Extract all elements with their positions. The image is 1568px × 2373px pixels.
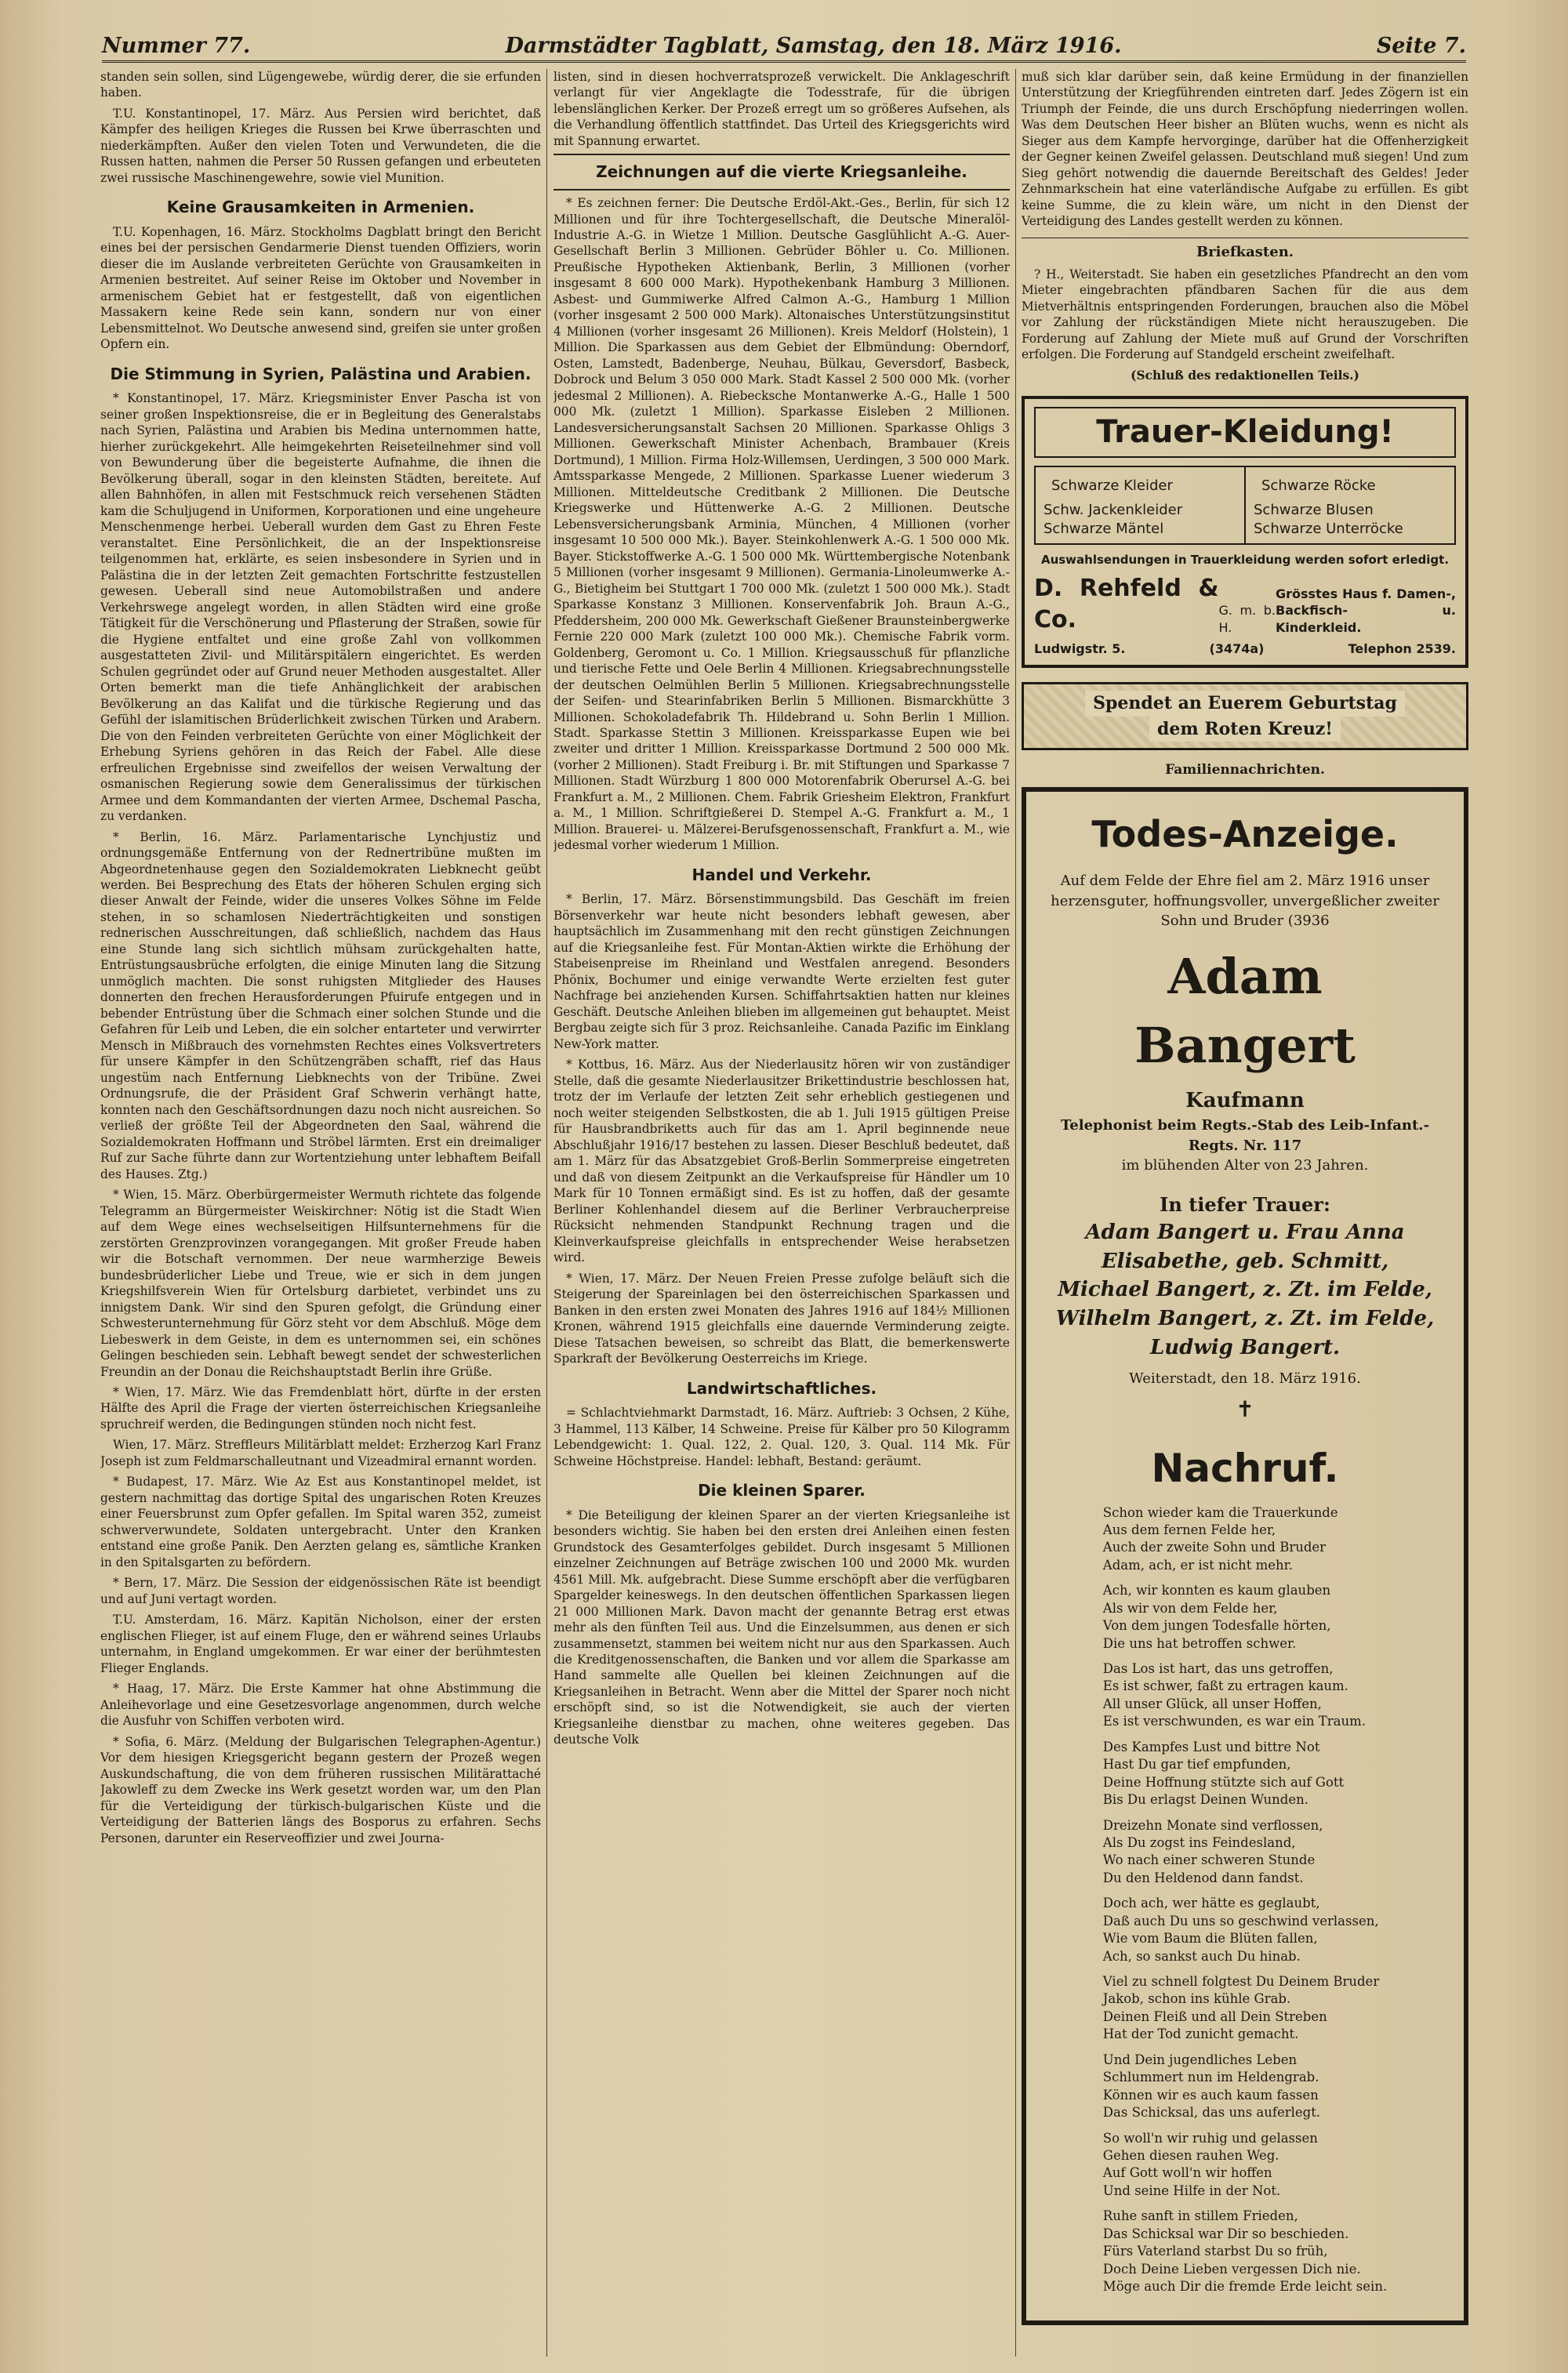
poem-stanza: Dreizehn Monate sind verflossen, Als Du zogst ins Feindesland, Wo nach einer schweren Stunde Du den Heldenod dann fandst.	[1102, 1817, 1323, 1885]
deceased-occupation: Kaufmann	[1185, 1089, 1305, 1113]
article-text: T.U. Konstantinopel, 17. März. Aus Persien wird berichtet, daß Kämpfer des heiligen Krieges die Russen bei Krwe überraschten und niederkämpften. Außer den vielen Toten und Verwundeten, die die Russen hatten, nahmen die Perser 50 Russen gefangen und erbeuteten zwei russische Maschinengewehre, sowie viel Munition.	[100, 106, 541, 185]
mourner: Elisabethe, geb. Schmitt,	[1101, 1249, 1389, 1273]
article-heading: Handel und Verkehr.	[691, 865, 872, 884]
poem-stanza: So woll'n wir ruhig und gelassen Gehen diesen rauhen Weg. Auf Gott woll'n wir hoffen Und seine Hilfe in der Not.	[1102, 2130, 1318, 2198]
poem-stanza: Das Los ist hart, das uns getroffen, Es ist schwer, faßt zu ertragen kaum. All unser Glück, all unser Hoffen, Es ist verschwunden, es war ein Traum.	[1102, 1661, 1367, 1729]
ad-product: Schwarze Röcke	[1261, 477, 1376, 495]
article-text: * Sofia, 6. März. (Meldung der Bulgarischen Telegraphen-Agentur.) Vor dem hiesigen Kriegsgericht begann gestern der Prozeß wegen Auskundschaftung, die von dem früheren russischen Militärattaché Jakowleff zu dem Zwecke ins Werk gesetzt worden war, um den Plan für die Verteidigung der türkisch-bulgarischen Küste und die Verteidigung der Batterien längs des Bosporus zu erfahren. Sechs Personen, darunter ein Reserveoffizier und zwei Journa-	[100, 1734, 541, 1845]
death-notice-title: Todes-Anzeige.	[1091, 813, 1399, 856]
deceased-name: Adam Bangert	[1134, 947, 1356, 1075]
ad-code: (3474a)	[1209, 640, 1265, 656]
ad-product-list-left	[1036, 467, 1244, 543]
column-rule	[546, 69, 547, 2357]
issue-number: Nummer 77.	[102, 34, 251, 58]
cross-icon: ✝	[1236, 1395, 1254, 1422]
article-text: * Budapest, 17. März. Wie Az Est aus Konstantinopel meldet, ist gestern nachmittag das dortige Spital des ungarischen Roten Kreuzes einer Feuersbrunst zum Opfer gefallen. Im Spital waren 352, zumeist schwerverwundete, Soldaten untergebracht. Unter den Kranken entstand eine große Panik. Den Aerzten gelang es, sämtliche Kranken in den Spitalsgarten zu befördern.	[100, 1475, 541, 1569]
family-notices-heading: Familiennachrichten.	[1165, 762, 1325, 778]
appeal-line: dem Roten Kreuz!	[1149, 717, 1341, 742]
poem-stanza: Ruhe sanft in stillem Frieden, Das Schicksal war Dir so beschieden. Fürs Vaterland starbst Du so früh, Doch Deine Lieben vergessen Dich nie. Möge auch Dir die fremde Erde leicht sein.	[1102, 2208, 1388, 2294]
column-2	[554, 69, 1010, 2358]
ad-firm-row	[1034, 573, 1456, 636]
article-text: * Wien, 17. März. Der Neuen Freien Presse zufolge beläuft sich die Steigerung der Spareinlagen bei den österreichischen Sparkassen und Banken in den ersten zwei Monaten des Jahres 1916 auf 184½ Millionen Kronen, während 1915 gleichfalls eine dauernde Verminderung zeigte. Diese Tatsachen beweisen, so schreibt das Blatt, die bemerkenswerte Sparkraft der Bevölkerung Oesterreichs im Kriege.	[554, 1271, 1010, 1366]
poem-stanza: Viel zu schnell folgtest Du Deinem Bruder Jakob, schon ins kühle Grab. Deinen Fleiß und all Dein Streben Hat der Tod zunicht gemacht.	[1102, 1974, 1380, 2042]
article-heading: Die Stimmung in Syrien, Palästina und Arabien.	[110, 364, 532, 383]
article-heading: Zeichnungen auf die vierte Kriegsanleihe.	[596, 162, 967, 182]
mourner: Ludwig Bangert.	[1149, 1336, 1341, 1360]
article-text: * Haag, 17. März. Die Erste Kammer hat ohne Abstimmung die Anleihevorlage und eine Gesetzesvorlage angenommen, durch welche die Ausfuhr von Schiffen verboten wird.	[100, 1682, 541, 1729]
article-text: standen sein sollen, sind Lügengewebe, würdig derer, die sie erfunden haben.	[100, 70, 541, 100]
column-rule	[1015, 69, 1016, 2357]
mourner: Wilhelm Bangert, z. Zt. im Felde,	[1055, 1307, 1435, 1331]
section-heading: Briefkasten.	[1022, 238, 1468, 262]
poem-stanza: Schon wieder kam die Trauerkunde Aus dem fernen Felde her, Auch der zweite Sohn und Bruder Adam, ach, er ist nicht mehr.	[1102, 1504, 1338, 1573]
article-heading: Die kleinen Sparer.	[698, 1481, 866, 1500]
article-text: * Berlin, 17. März. Börsenstimmungsbild. Das Geschäft im freien Börsenverkehr war heute nicht besonders lebhaft gewesen, aber hauptsächlich im Zusammenhang mit den recht günstigen Zeichnungen auf die Kriegsanleihe fest. Für Montan-Aktien wirkte die Erhöhung der Stabeisenpreise im Rheinland und Westfalen anregend. Besonders Phönix, Bochumer und einige verwandte Werte erzielten fest guter Nachfrage bei anziehenden Kursen. Schiffahrtsaktien hatten nur kleines Geschäft. Deutsche Anleihen blieben im allgemeinen gut behauptet. Meist Bergbau zeigte sich für 3 proz. Reichsanleihe. Canada Pazific im Einklang New-York matter.	[554, 892, 1010, 1051]
ad-product-grid	[1034, 466, 1456, 545]
death-notice-intro: Auf dem Felde der Ehre fiel am 2. März 1916 unser herzensguter, hoffnungsvoller, unvergeßlicher zweiter Sohn und Bruder (3936	[1051, 873, 1439, 930]
poem-stanza: Ach, wir konnten es kaum glauben Als wir von dem Felde her, Von dem jungen Todesfalle hörten, Die uns hat betroffen schwer.	[1102, 1583, 1331, 1651]
article-text: T.U. Amsterdam, 16. März. Kapitän Nicholson, einer der ersten englischen Flieger, ist auf einem Fluge, den er während seines Urlaubs unternahm, in England umgekommen. Er war einer der berühmtesten Flieger Englands.	[100, 1613, 541, 1675]
article-text: * Konstantinopel, 17. März. Kriegsminister Enver Pascha ist von seiner großen Inspektionsreise, die er in Begleitung des Generalstabs nach Syrien, Palästina und Arabien bis Medina unternommen hatte, hierher zurückgekehrt. Alle heimgekehrten Reiseteilnehmer sind voll von Bewunderung über die begeisterte Aufnahme, die ihnen die Bevölkerung überall, sogar in den kleinsten Städten, bereitete. Auf allen Bahnhöfen, in allen mit Festschmuck reich versehenen Städten kam die Schuljugend in Uniformen, Korporationen und eine ungeheure Menschenmenge herbei. Ueberall wurden dem Gast zu Ehren Feste veranstaltet. Eine Persönlichkeit, die an der Inspektionsreise teilgenommen hat, erklärte, es seien insbesondere in Syrien und in Palästina die in der letzten Zeit gemachten Fortschritte festzustellen gewesen. Ueberall sind neue Automobilstraßen und andere Verkehrswege angelegt worden, in allen Städten wird eine große Tätigkeit für die Verschönerung und Pflasterung der Straßen, sowie für die Hygiene entfaltet und eine große Zahl von vollkommen ausgestatteten Zivil- und Militärspitälern eingerichtet. Es werden Schulen gegründet oder auf Grund neuer Methoden ausgestaltet. Aller Orten bemerkt man die tiefe Anhänglichkeit der arabischen Bevölkerung an das Kalifat und die türkische Regierung und das Gefühl der islamitischen Brüderlichkeit zwischen Türken und Arabern. Die von den Feinden verbreiteten Gerüchte von einer Möglichkeit der Erhebung Syriens gehören in das Reich der Fabel. Alle diese erfreulichen Ergebnisse sind zweifellos der weisen Verwaltung der osmanischen Regierung sowie dem Generalissimus der türkischen Armee und dem Kommandanten der vierten Armee, Dschemal Pascha, zu verdanken.	[100, 391, 541, 824]
mourner: Adam Bangert u. Frau Anna	[1085, 1220, 1405, 1244]
heading-box	[554, 154, 1010, 190]
poem-stanza: Und Dein jugendliches Leben Schlummert nun im Heldengrab. Können wir es auch kaum fassen Das Schicksal, das uns auferlegt.	[1102, 2052, 1321, 2121]
poem-stanza: Des Kampfes Lust und bittre Not Hast Du gar tief empfunden, Deine Hoffnung stützte sich auf Gott Bis Du erlagst Deinen Wunden.	[1102, 1739, 1345, 1808]
ad-product: Schwarze Kleider	[1051, 477, 1173, 495]
article-text: * Kottbus, 16. März. Aus der Niederlausitz hören wir von zuständiger Stelle, daß die gesamte Niederlausitzer Brikettindustrie beschlossen hat, trotz der im Verlaufe der letzten Zeit sehr erheblich gestiegenen und noch weiter steigenden Selbstkosten, die ab 1. Juli 1915 gültigen Preise für Hausbrandbriketts auch für das am 1. April beginnende neue Abschlußjahr 1916/17 bestehen zu lassen. Dieser Beschluß bedeutet, daß am 1. März für das Absatzgebiet Groß-Berlin Sommerpreise eingetreten und daß von diesem Zeitpunkt an die Verkaufspreise für Händler um 10 Mark für 10 Tonnen ermäßigt sind. Es ist zu hoffen, daß der gesamte Berliner Kohlenhandel diesem auf die Berliner Verbraucherpreise Rücksicht nehmenden Standpunkt Rechnung tragen und die Kleinverkaufspreise gleichfalls in entsprechender Weise herabsetzen wird.	[554, 1058, 1010, 1265]
article-text: T.U. Kopenhagen, 16. März. Stockholms Dagblatt bringt den Bericht eines bei der persischen Gendarmerie Dienst tuenden Offiziers, worin dieser die im Auslande verbreiteten Gerüchte von Grausamkeiten in Armenien bestreitet. Auf seiner Reise im Oktober und November in armenischem Gebiet hat er festgestellt, daß von eigentlichen Massakern keine Rede sein kann, sondern nur von einer Lebensmittelnot. Wo Deutsche anwesend sind, greifen sie unter großen Opfern ein.	[100, 224, 541, 352]
newspaper-title: Darmstädter Tagblatt, Samstag, den 18. März 1916.	[505, 34, 1122, 58]
notice-place-date: Weiterstadt, den 18. März 1916.	[1129, 1370, 1361, 1388]
ad-title: Trauer-Kleidung!	[1034, 407, 1456, 458]
article-heading: Landwirtschaftliches.	[686, 1378, 877, 1398]
editorial-end-note: (Schluß des redaktionellen Teils.)	[1131, 368, 1359, 383]
column-3	[1022, 69, 1468, 2358]
article-text: * Die Beteiligung der kleinen Sparer an der vierten Kriegsanleihe ist besonders wichtig. Sie haben bei den ersten drei Anleihen einen festen Grundstock des Gesamterfolges gebildet. Durch insgesamt 5 Millionen einzelner Zeichnungen auf Beträge zwischen 100 und 2000 Mk. wurden 4561 Mill. Mk. aufgebracht. Diese Summe erschöpft aber die verfügbaren Spargelder keineswegs. In den deutschen öffentlichen Sparkassen liegen 21 000 Millionen Mark. Davon macht der genannte Betrag erst etwas mehr als den fünften Teil aus. Und die Einzelsummen, aus denen er sich zusammensetzt, stammen bei weitem nicht nur aus den Sparkassen. Auch die Kreditgenossenschaften, die Banken und vor allem die Sparkasse am Hand sammelte alle Quellen bei kleinen Zeichnungen auf die Kriegsanleihen in Betracht. Wenn aber die Mittel der Sparer noch nicht erschöpft sind, so ist die Notwendigkeit, sie auch der vierten Kriegsanleihe dienstbar zu machen, ohne weiteres gegeben. Das deutsche Volk	[554, 1508, 1010, 1747]
appeal-line: Spendet an Euerem Geburtstag	[1085, 691, 1405, 717]
article-text: ? H., Weiterstadt. Sie haben ein gesetzliches Pfandrecht an den vom Mieter eingebrachten pfändbaren Sachen für die aus dem Mietverhältnis entspringenden Forderungen, brauchen also die Möbel vor Zahlung der rückständigen Miete nicht herauszugeben. Die Forderung auf Zahlung der Miete muß auf Grund der Vorschriften erfolgen. Die Forderung auf Standgeld erscheint zweifelhaft.	[1022, 267, 1468, 362]
ad-gmbh: G. m. b. H.	[1218, 603, 1276, 635]
article-text: * Es zeichnen ferner: Die Deutsche Erdöl-Akt.-Ges., Berlin, für sich 12 Millionen und für ihre Tochtergesellschaft, die Deutsche Mineralöl-Industrie A.-G. in Wietze 1 Million. Deutsche Gasglühlicht A.-G. Auer-Gesellschaft Berlin 3 Millionen. Gebrüder Böhler u. Co. Millionen. Preußische Hypotheken Aktienbank, Berlin, 3 Millionen (vorher insgesamt 8 600 000 Mark). Hypothekenbank Hamburg 3 Millionen. Asbest- und Gummiwerke Alfred Calmon A.-G., Hamburg 1 Million (vorher insgesamt 2 500 000 Mark). Altonaisches Unterstützungsinstitut 4 Millionen (vorher insgesamt 26 Millionen). Kreis Meldorf (Holstein), 1 Million. Die Sparkassen aus dem Gebiet der Elbmündung: Oberndorf, Osten, Lamstedt, Badenberge, Neuhau, Bülkau, Geversdorf, Basbeck, Dobrock und Belum 3 050 000 Mark. Stadt Kassel 2 500 000 Mk. (vorher jedesmal 2 Millionen). A. Riebecksche Montanwerke A.-G., Halle 1 500 000 Mk. (zuletzt 1 Million). Sparkasse Eisleben 2 Millionen. Landesversicherungsanstalt Sachsen 20 Millionen. Sparkasse Ohligs 3 Millionen. Gewerkschaft Minister Achenbach, Brambauer (Kreis Dortmund), 1 Million. Firma Holz-Willemsen, Uerdingen, 3 500 000 Mark. Amtssparkasse Mengede, 2 Millionen. Sparkasse Luener wiederum 3 Millionen. Mitteldeutsche Creditbank 2 Millionen. Die Deutsche Kriegswerke und Hüttenwerke A.-G. 2 Millionen. Deutsche Lebensversicherungsbank Arminia, München, 4 Millionen (vorher insgesamt 10 500 000 Mk.). Bayer. Steinkohlenwerk A.-G. 1 500 000 Mk. Bayer. Stickstoffwerke A.-G. 1 500 000 Mk. Württembergische Notenbank 5 Millionen (vorher insgesamt 9 Millionen). Germania-Linoleumwerke A.-G., Bietigheim bei Stuttgart 1 700 000 Mk. (zuletzt 1 500 000 Mk.). Stadt Sparkasse Konstanz 3 Millionen. Konservenfabrik Joh. Braun A.-G., Pfeddersheim, 200 000 Mk. Gewerkschaft Gießener Braunsteinbergwerke Fernie 220 000 Mark (zuletzt 100 000 Mk.). Chemische Fabrik vorm. Goldenberg, Geromont u. Co. 1 Million. Kriegsausschuß für pflanzliche und tierische Fette und Oele Berlin 4 Millionen. Kriegsabrechnungsstelle der deutschen Oelmühlen Berlin 5 Millionen. Kriegsabrechnungsstelle der Seifen- und Stearinfabriken Berlin 5 Millionen. Bismarckhütte 3 Millionen. Schokoladefabrik Th. Hildebrand u. Sohn Berlin 1 Million. Stadt. Sparkasse Stettin 3 Millionen. Kreissparkasse Eupen wie bei zweiter und dritter 1 Million. Kreissparkasse Dortmund 2 500 000 Mk. (vorher 2 Millionen). Stadt Freiburg i. Br. mit Stiftungen und Sparkasse 7 Millionen. Stadt Würzburg 1 800 000 Motorenfabrik Oberursel A.-G. bei Frankfurt a. M., 2 Millionen. Chem. Fabrik Griesheim Elektron, Frankfurt a. M., 1 Million. Schriftgießerei D. Stempel A.-G. Frankfurt a. M., 1 Million. Brauerei- u. Mälzerei-Berufsgenossenschaft, Frankfurt a. M., wie jedesmal vorher wiederum 1 Million.	[554, 196, 1010, 853]
ad-subline: Auswahlsendungen in Trauerkleidung werden sofort erledigt.	[1040, 553, 1450, 568]
article-text: * Berlin, 16. März. Parlamentarische Lynchjustiz und ordnungsgemäße Entfernung von der Rednertribüne mußten im Abgeordnetenhause gegen den Sozialdemokraten Liebknecht geübt werden. Bei Besprechung des Etats der höheren Schulen erging sich dieser Anwalt der Feinde, wider die unseres Volkes Söhne im Felde stehen, in so schamlosen Niederträchtigkeiten und sonstigen rednerischen Ausschreitungen, daß schließlich, nachdem das Haus eine Stunde lang sich sichtlich mühsam zurückgehalten hatte, Entrüstungsausbrüche erfolgten, die einige Minuten lang die Sitzung unmöglich machten. Die sonst ruhigsten Mitglieder des Hauses donnerten den frechen Herausforderungen Pfuirufe entgegen und in bebender Entrüstung über die Schmach einer solchen Stunde und die Gefahren für Leib und Leben, die ein solcher entarteter und verwirrter Mensch in Mißbrauch des vornehmsten Rechtes eines Volksvertreters für unsere Kämpfer in den Schützengräben schafft, rief das Haus ungestüm nach Entfernung Liebknechts von der Tribüne. Zwei Ordnungsrufe, die der Präsident Graf Schwerin verhängt hatte, konnten nach den Geschäftsordnungen dazu noch nicht ausreichen. So verließ der größte Teil der Abgeordneten den Saal, während die Sozialdemokraten Hoffmann und Ströbel lärmten. Erst ein dreimaliger Ruf zur Sache führte dann zur Wortentziehung unter lebhaftem Beifall des Hauses. Ztg.)	[100, 829, 541, 1181]
ad-contact-row	[1034, 640, 1456, 657]
obituary-title: Nachruf.	[1151, 1445, 1339, 1491]
ad-description: Grösstes Haus f. Damen-, Backfisch- u. Kinderkleid.	[1276, 586, 1456, 635]
article-text: * Wien, 15. März. Oberbürgermeister Wermuth richtete das folgende Telegramm an Bürgermeister Weiskirchner: Nötig ist die Stadt Wien auf dem Wege eines wechselseitigen Hilfsunternehmens für die zerstörten Grenzprovinzen vorangegangen. Mit großer Freude haben wir die Botschaft vernommen. Der neue warmherzige Beweis bundesbrüderlicher Liebe und Treue, wie er sich in dem jungen Kriegshilfsverein Wien für Ortelsburg darbietet, verbindet uns zu innigstem Dank. Wir sind den Spuren gefolgt, die Gründung einer Schwesterunternehmung für Görz steht vor dem Abschluß. Möge dem Liebeswerk in dem Geiste, in dem es unternommen sei, ein schönes Gelingen beschieden sein. Lebhaft bewegt sendet der schwesterlichen Freundin an der Donau die Reichshauptstadt Berlin ihre Grüße.	[100, 1188, 541, 1379]
ad-product: Schwarze Unterröcke	[1254, 520, 1403, 537]
poem-stanza: Doch ach, wer hätte es geglaubt, Daß auch Du uns so geschwind verlassen, Wie vom Baum die Blüten fallen, Ach, so sankst auch Du hinab.	[1102, 1896, 1379, 1964]
article-text: = Schlachtviehmarkt Darmstadt, 16. März. Auftrieb: 3 Ochsen, 2 Kühe, 3 Hammel, 113 Kälber, 14 Schweine. Preise für Kälber pro 50 Kilogramm Lebendgewicht: 1. Qual. 122, 2. Qual. 120, 3. Qual. 114 Mk. Für Schweine Höchstpreise. Handel: lebhaft, Bestand: geräumt.	[554, 1406, 1010, 1468]
ad-address: Ludwigstr. 5.	[1034, 640, 1126, 656]
column-1	[100, 69, 541, 2358]
masthead	[102, 31, 1466, 63]
ad-firm-name: D. Rehfeld & Co.	[1034, 575, 1219, 634]
ad-product: Schwarze Mäntel	[1044, 520, 1164, 537]
ad-product: Schw. Jackenkleider	[1044, 501, 1183, 518]
death-notice	[1022, 787, 1468, 2325]
ad-product: Schwarze Blusen	[1254, 501, 1374, 518]
article-heading: Keine Grausamkeiten in Armenien.	[166, 198, 475, 217]
advertisement-rehfeld	[1022, 396, 1468, 668]
ad-telephone: Telephon 2539.	[1348, 640, 1456, 656]
article-text: muß sich klar darüber sein, daß keine Ermüdung in der finanziellen Unterstützung der Kriegführenden eintreten darf. Jedes Zögern ist ein Triumph der Feinde, die uns durch Erschöpfung niederringen wollen. Was dem Deutschen Heer bisher an Blüten wuchs, wenn es nicht als Sieger aus dem Kampfe hervorginge, darüber hat die Offenherzigkeit der Gegner keinen Zweifel gelassen. Deutschland muß siegen! Und zum Sieg gehört notwendig die dauernde Bereitschaft des Geldes! Jeder Zehnmarkschein hat eine vaterländische Aufgabe zu erfüllen. Es gibt keine Summe, die zu klein wäre, um nicht in den Dienst der Verteidigung des Landes gestellt werden zu können.	[1022, 70, 1468, 229]
mourner: Michael Bangert, z. Zt. im Felde,	[1058, 1278, 1432, 1302]
deceased-age: im blühenden Alter von 23 Jahren.	[1121, 1157, 1369, 1174]
mourners-heading: In tiefer Trauer:	[1160, 1192, 1330, 1216]
deceased-unit: Telephonist beim Regts.-Stab des Leib-Infant.-Regts. Nr. 117	[1060, 1116, 1430, 1154]
obituary-poem	[1103, 1504, 1387, 2304]
ad-product-list-right	[1244, 467, 1454, 543]
article-text: Wien, 17. März. Streffleurs Militärblatt meldet: Erzherzog Karl Franz Joseph ist zum Feldmarschalleutnant und Vizeadmiral ernannt worden.	[100, 1438, 541, 1468]
article-text: * Bern, 17. März. Die Session der eidgenössischen Räte ist beendigt und auf Juni vertagt worden.	[100, 1576, 541, 1606]
red-cross-appeal	[1022, 682, 1468, 750]
page-number: Seite 7.	[1376, 34, 1466, 58]
article-text: * Wien, 17. März. Wie das Fremdenblatt hört, dürfte in der ersten Hälfte des April die Frage der vierten österreichischen Kriegsanleihe spruchreif werden, die Bedingungen stünden noch nicht fest.	[100, 1385, 541, 1431]
article-text: listen, sind in diesen hochverratsprozeß verwickelt. Die Anklageschrift verlangt für vier Angeklagte die Todesstrafe, für die übrigen lebenslänglichen Kerker. Der Prozeß erregt um so größeres Aufsehen, als die Verhandlung öffentlich stattfindet. Das Urteil des Kriegsgerichts wird mit Spannung erwartet.	[554, 70, 1010, 148]
